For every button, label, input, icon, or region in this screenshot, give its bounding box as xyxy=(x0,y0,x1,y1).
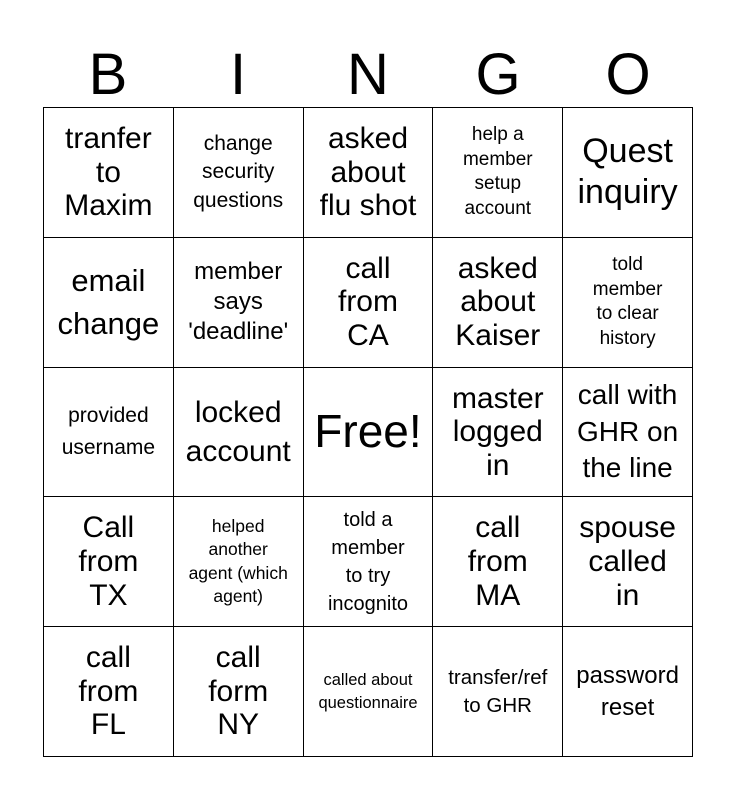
bingo-cell[interactable] xyxy=(304,497,434,627)
cell-text: call from MA xyxy=(467,511,528,612)
bingo-cell[interactable] xyxy=(304,108,434,238)
bingo-cell[interactable] xyxy=(563,497,693,627)
bingo-cell[interactable] xyxy=(304,627,434,757)
bingo-cell[interactable] xyxy=(433,497,563,627)
cell-text: password reset xyxy=(576,662,679,721)
header-letter-g: G xyxy=(475,42,521,107)
cell-text: told member to clear history xyxy=(592,253,663,349)
bingo-cell[interactable] xyxy=(174,108,304,238)
bingo-cell[interactable] xyxy=(174,497,304,627)
cell-text: spouse called in xyxy=(579,511,676,612)
bingo-cell[interactable] xyxy=(433,368,563,498)
cell-text: master logged in xyxy=(451,381,544,482)
cell-text: email change xyxy=(57,262,160,342)
cell-text: transfer/ref to GHR xyxy=(448,665,548,717)
bingo-cell[interactable] xyxy=(174,627,304,757)
cell-text: call from FL xyxy=(78,641,139,742)
bingo-cell[interactable] xyxy=(433,238,563,368)
cell-text: member says 'deadline' xyxy=(188,258,289,346)
cell-text: asked about Kaiser xyxy=(455,251,541,352)
header-letter-n: N xyxy=(347,42,389,107)
cell-text: locked account xyxy=(185,395,291,468)
header-letter-i: I xyxy=(229,42,247,107)
bingo-cell[interactable] xyxy=(44,368,174,498)
cell-text: told a member to try incognito xyxy=(327,508,409,615)
header-letter-o: O xyxy=(605,42,651,107)
header-letter-b: B xyxy=(88,42,128,107)
bingo-cell[interactable] xyxy=(44,238,174,368)
bingo-board xyxy=(43,107,693,757)
bingo-cell[interactable] xyxy=(304,238,434,368)
bingo-cell[interactable] xyxy=(174,368,304,498)
free-space[interactable] xyxy=(304,368,434,498)
bingo-cell[interactable] xyxy=(433,627,563,757)
cell-text: call with GHR on the line xyxy=(577,379,679,484)
bingo-cell[interactable] xyxy=(563,108,693,238)
bingo-cell[interactable] xyxy=(563,627,693,757)
cell-text: call form NY xyxy=(208,641,269,742)
cell-text: helped another agent (which agent) xyxy=(188,515,288,607)
bingo-cell[interactable] xyxy=(44,497,174,627)
cell-text: tranfer to Maxim xyxy=(64,122,153,223)
bingo-cell[interactable] xyxy=(433,108,563,238)
cell-text: Call from TX xyxy=(78,511,139,612)
cell-text: help a member setup account xyxy=(462,124,533,220)
free-space-text: Free! xyxy=(314,405,422,458)
bingo-cell[interactable] xyxy=(44,108,174,238)
bingo-cell[interactable] xyxy=(44,627,174,757)
cell-text: Quest inquiry xyxy=(577,131,678,212)
cell-text: change security questions xyxy=(193,131,284,212)
bingo-header xyxy=(43,42,693,108)
cell-text: provided username xyxy=(61,404,156,459)
bingo-cell[interactable] xyxy=(563,238,693,368)
bingo-cell[interactable] xyxy=(563,368,693,498)
cell-text: called about questionnaire xyxy=(318,671,418,712)
cell-text: call from CA xyxy=(337,251,398,352)
cell-text: asked about flu shot xyxy=(319,122,417,223)
bingo-cell[interactable] xyxy=(174,238,304,368)
